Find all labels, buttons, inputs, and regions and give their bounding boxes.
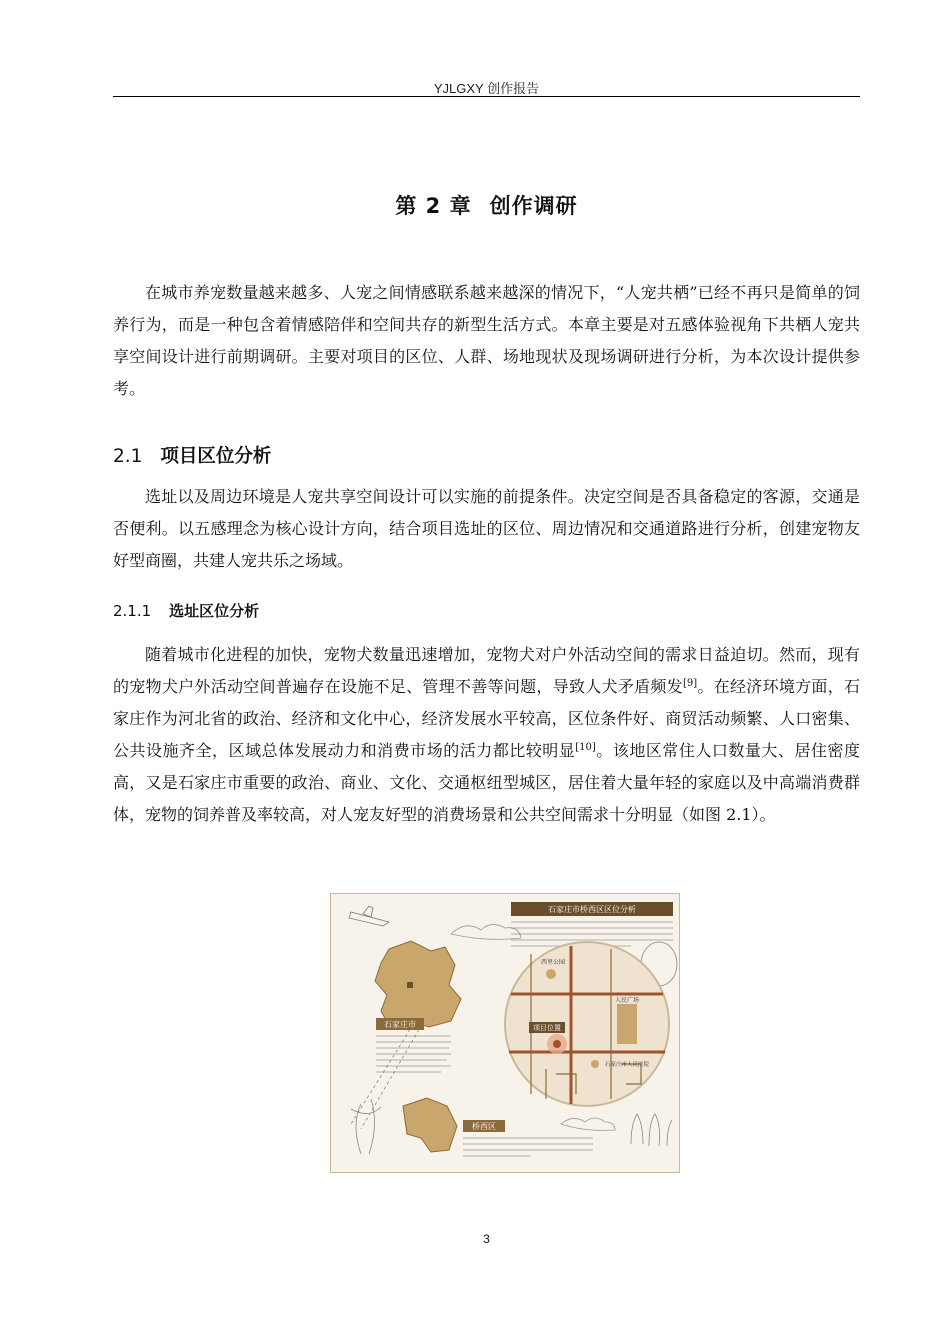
site-marker-icon [553, 1040, 561, 1048]
city-map-shape [375, 941, 461, 1029]
header-rule [113, 96, 860, 97]
section-heading-2-1 [113, 442, 271, 468]
people-sketch-icon [631, 1114, 672, 1146]
park-marker [546, 969, 556, 979]
hospital-label: 石家庄市人民医院 [604, 1062, 650, 1068]
chapter-number: 第 2 章 [395, 194, 472, 218]
park-label-2: 人民广场 [614, 997, 640, 1004]
paragraph-text-b: 。在经济环境方面，石家庄作为河北省的政治、经济和文化中心，经济发展水平较高，区位条件好、商贸活动频繁、人口密集、公共设施齐全，区域总体发展动力和消费市场的活力都比较明显 [113, 677, 860, 760]
district-marker [407, 982, 413, 988]
subsection-number: 2.1.1 [113, 602, 152, 620]
section-2-1-1-paragraph [113, 639, 860, 831]
section-2-1-paragraph: 选址以及周边环境是人宠共享空间设计可以实施的前提条件。决定空间是否具备稳定的客源，交通是否便利。以五感理念为核心设计方向，结合项目选址的区位、周边情况和交通道路进行分析，创建宠物友好型商圈，共建人宠共乐之场域。 [113, 487, 860, 570]
page-number: 3 [483, 1232, 490, 1246]
site-label: 项目位置 [533, 1024, 561, 1032]
hospital-marker [591, 1060, 599, 1068]
subsection-title: 选址区位分析 [169, 602, 260, 620]
intro-paragraph: 在城市养宠数量越来越多、人宠之间情感联系越来越深的情况下，“人宠共栖”已经不再只是简单的饲养行为，而是一种包含着情感陪伴和空间共存的新型生活方式。本章主要是对五感体验视角下共栖人宠共享空间设计进行前期调研。主要对项目的区位、人群、场地现状及现场调研进行分析，为本次设计提供参考。 [113, 283, 860, 398]
location-map-illustration [331, 894, 679, 1172]
chapter-title [113, 190, 860, 220]
section-heading-2-1-1 [113, 600, 259, 621]
section-title: 项目区位分析 [160, 446, 272, 467]
citation-9[interactable]: [9] [682, 678, 698, 689]
airplane-icon [349, 906, 389, 926]
section-number: 2.1 [113, 446, 143, 467]
chapter-name: 创作调研 [489, 194, 578, 218]
square-marker [617, 1004, 637, 1044]
figure-2-1-location-map [330, 893, 680, 1173]
park-label-1: 西里公园 [540, 959, 566, 966]
paragraph-text-c: 。该地区常住人口数量大、居住密度高，又是石家庄市重要的政治、商业、文化、交通枢纽型城区，居住着大量年轻的家庭以及中高端消费群体，宠物的饲养普及率较高，对人宠友好型的消费场景和公共空间需求十分明显（如图 2.1）。 [113, 741, 860, 824]
district-description-lines [463, 1138, 593, 1156]
page-header: YJLGXY 创作报告 [433, 81, 540, 96]
city-label: 石家庄市 [384, 1020, 416, 1029]
figure-banner-text: 石家庄市桥西区区位分析 [548, 905, 636, 914]
citation-10[interactable]: [10] [575, 742, 596, 753]
cloud-icon [451, 924, 521, 939]
district-label: 桥西区 [472, 1122, 496, 1131]
district-map-shape [403, 1098, 457, 1152]
cloud-icon [561, 1118, 615, 1130]
paragraph-text-a: 随着城市化进程的加快，宠物犬数量迅速增加，宠物犬对户外活动空间的需求日益迫切。然而，现有的宠物犬户外活动空间普遍存在设施不足、管理不善等问题，导致人犬矛盾频发 [113, 645, 860, 696]
tree-sketch-icon [351, 1099, 381, 1154]
